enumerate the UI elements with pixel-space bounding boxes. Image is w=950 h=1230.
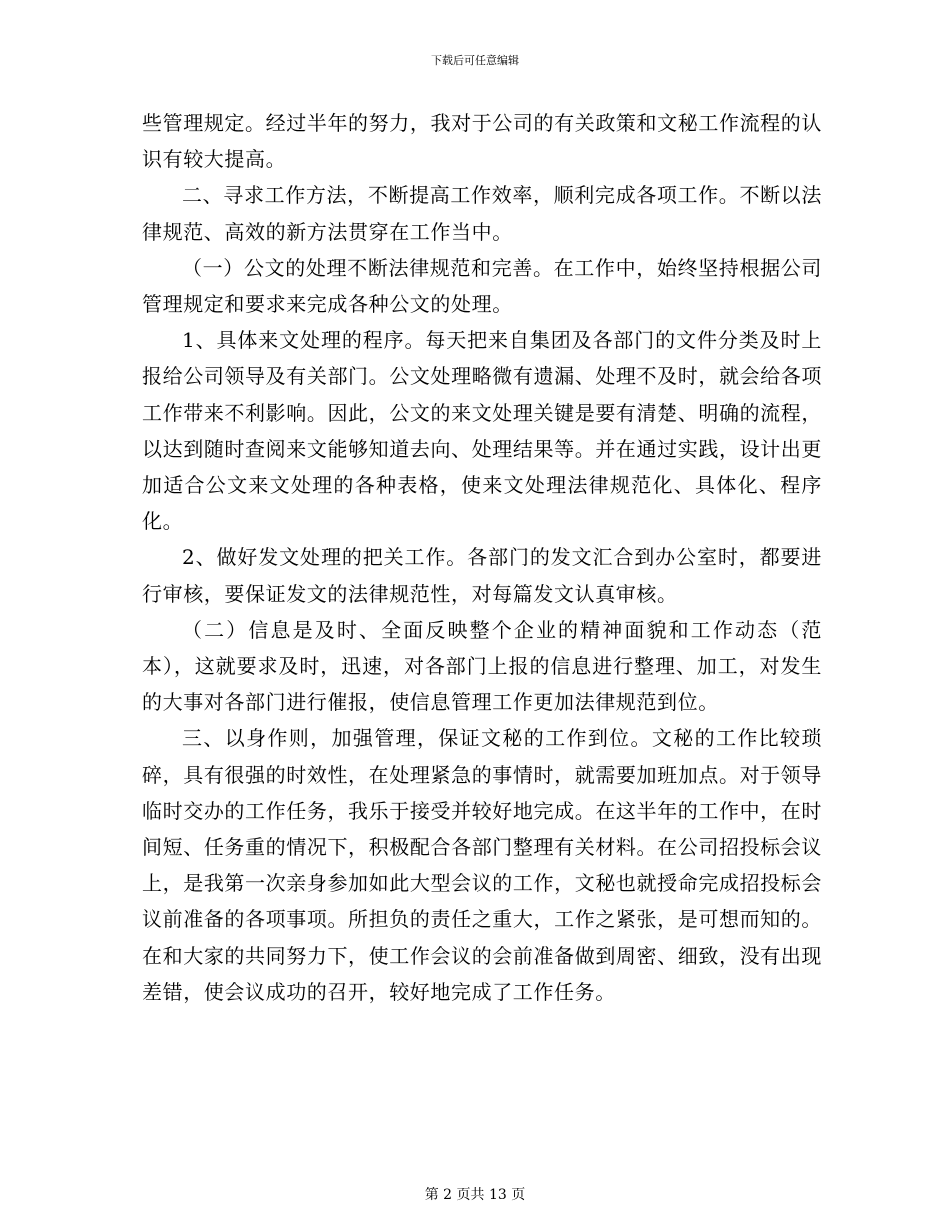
page-number: 第 2 页共 13 页	[424, 1187, 526, 1203]
page-header: 下载后可任意编辑	[431, 54, 519, 67]
paragraph: 些管理规定。经过半年的努力，我对于公司的有关政策和文秘工作流程的认识有较大提高。	[142, 111, 822, 172]
document-body	[142, 105, 822, 1010]
paragraph: 二、寻求工作方法，不断提高工作效率，顺利完成各项工作。不断以法律规范、高效的新方法贯穿在工作当中。	[142, 183, 822, 244]
paragraph: （二）信息是及时、全面反映整个企业的精神面貌和工作动态（范本），这就要求及时，迅速，对各部门上报的信息进行整理、加工，对发生的大事对各部门进行催报，使信息管理工作更加法律规范到位。	[142, 617, 822, 715]
paragraph: 三、以身作则，加强管理，保证文秘的工作到位。文秘的工作比较琐碎，具有很强的时效性，在处理紧急的事情时，就需要加班加点。对于领导临时交办的工作任务，我乐于接受并较好地完成。在这半年的工作中，在时间短、任务重的情况下，积极配合各部门整理有关材料。在公司招投标会议上，是我第一次亲身参加如此大型会议的工作，文秘也就授命完成招投标会议前准备的各项事项。所担负的责任之重大，工作之紧张，是可想而知的。在和大家的共同努力下，使工作会议的会前准备做到周密、细致，没有出现差错，使会议成功的召开，较好地完成了工作任务。	[142, 726, 822, 1004]
paragraph: 1、具体来文处理的程序。每天把来自集团及各部门的文件分类及时上报给公司领导及有关部门。公文处理略微有遗漏、处理不及时，就会给各项工作带来不利影响。因此，公文的来文处理关键是要有清楚、明确的流程，以达到随时查阅来文能够知道去向、处理结果等。并在通过实践，设计出更加适合公文来文处理的各种表格，使来文处理法律规范化、具体化、程序化。	[142, 328, 822, 534]
paragraph: 2、做好发文处理的把关工作。各部门的发文汇合到办公室时，都要进行审核，要保证发文的法律规范性，对每篇发文认真审核。	[142, 545, 822, 606]
paragraph: （一）公文的处理不断法律规范和完善。在工作中，始终坚持根据公司管理规定和要求来完成各种公文的处理。	[142, 255, 822, 317]
